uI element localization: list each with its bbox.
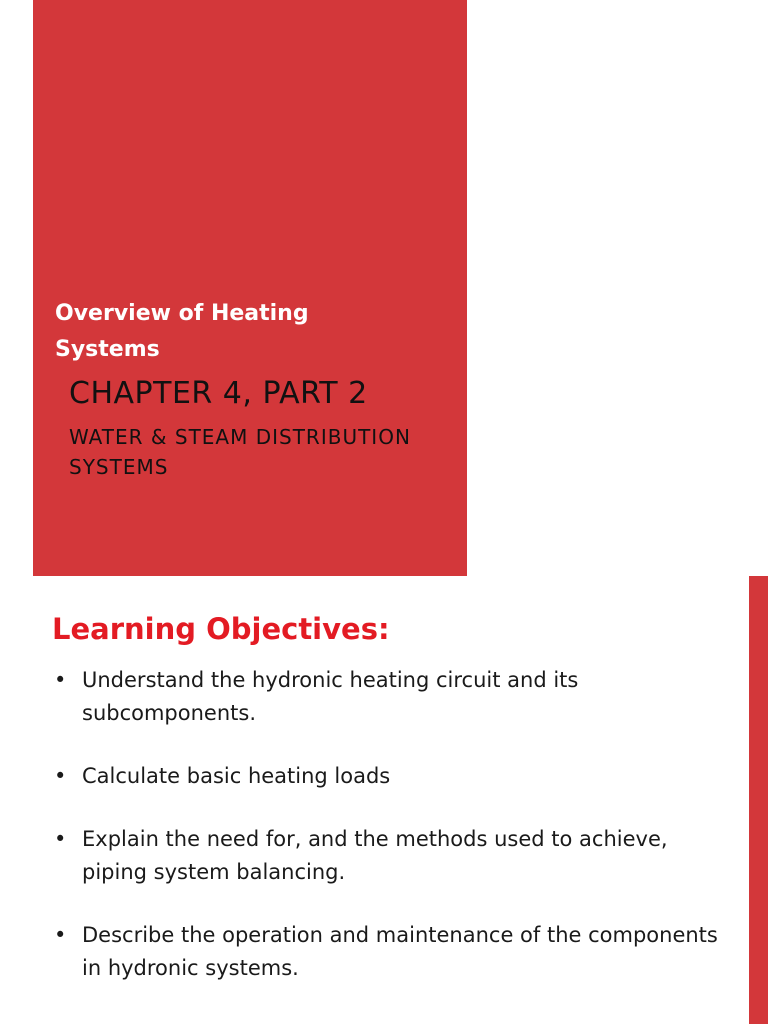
objectives-heading: Learning Objectives: [52,612,390,646]
course-title: Overview of Heating Systems [55,301,309,362]
objective-text: Understand the hydronic heating circuit and its subcomponents. [82,668,579,725]
objective-item [52,760,732,793]
bullet-icon: • [54,764,67,788]
objective-item [52,823,732,889]
bullet-icon: • [54,827,67,851]
cover-panel [33,0,467,576]
objectives-list [52,664,732,1015]
objective-text: Describe the operation and maintenance of the components in hydronic systems. [82,923,718,980]
objective-item [52,919,732,985]
side-accent-bar [749,576,768,1024]
bullet-icon: • [54,668,67,692]
objective-item [52,664,732,730]
objective-text: Calculate basic heating loads [82,764,391,788]
chapter-title: CHAPTER 4, PART 2 [69,376,368,411]
objective-text: Explain the need for, and the methods used to achieve, piping system balancing. [82,827,668,884]
chapter-subtitle: WATER & STEAM DISTRIBUTION SYSTEMS [69,425,411,479]
bullet-icon: • [54,923,67,947]
